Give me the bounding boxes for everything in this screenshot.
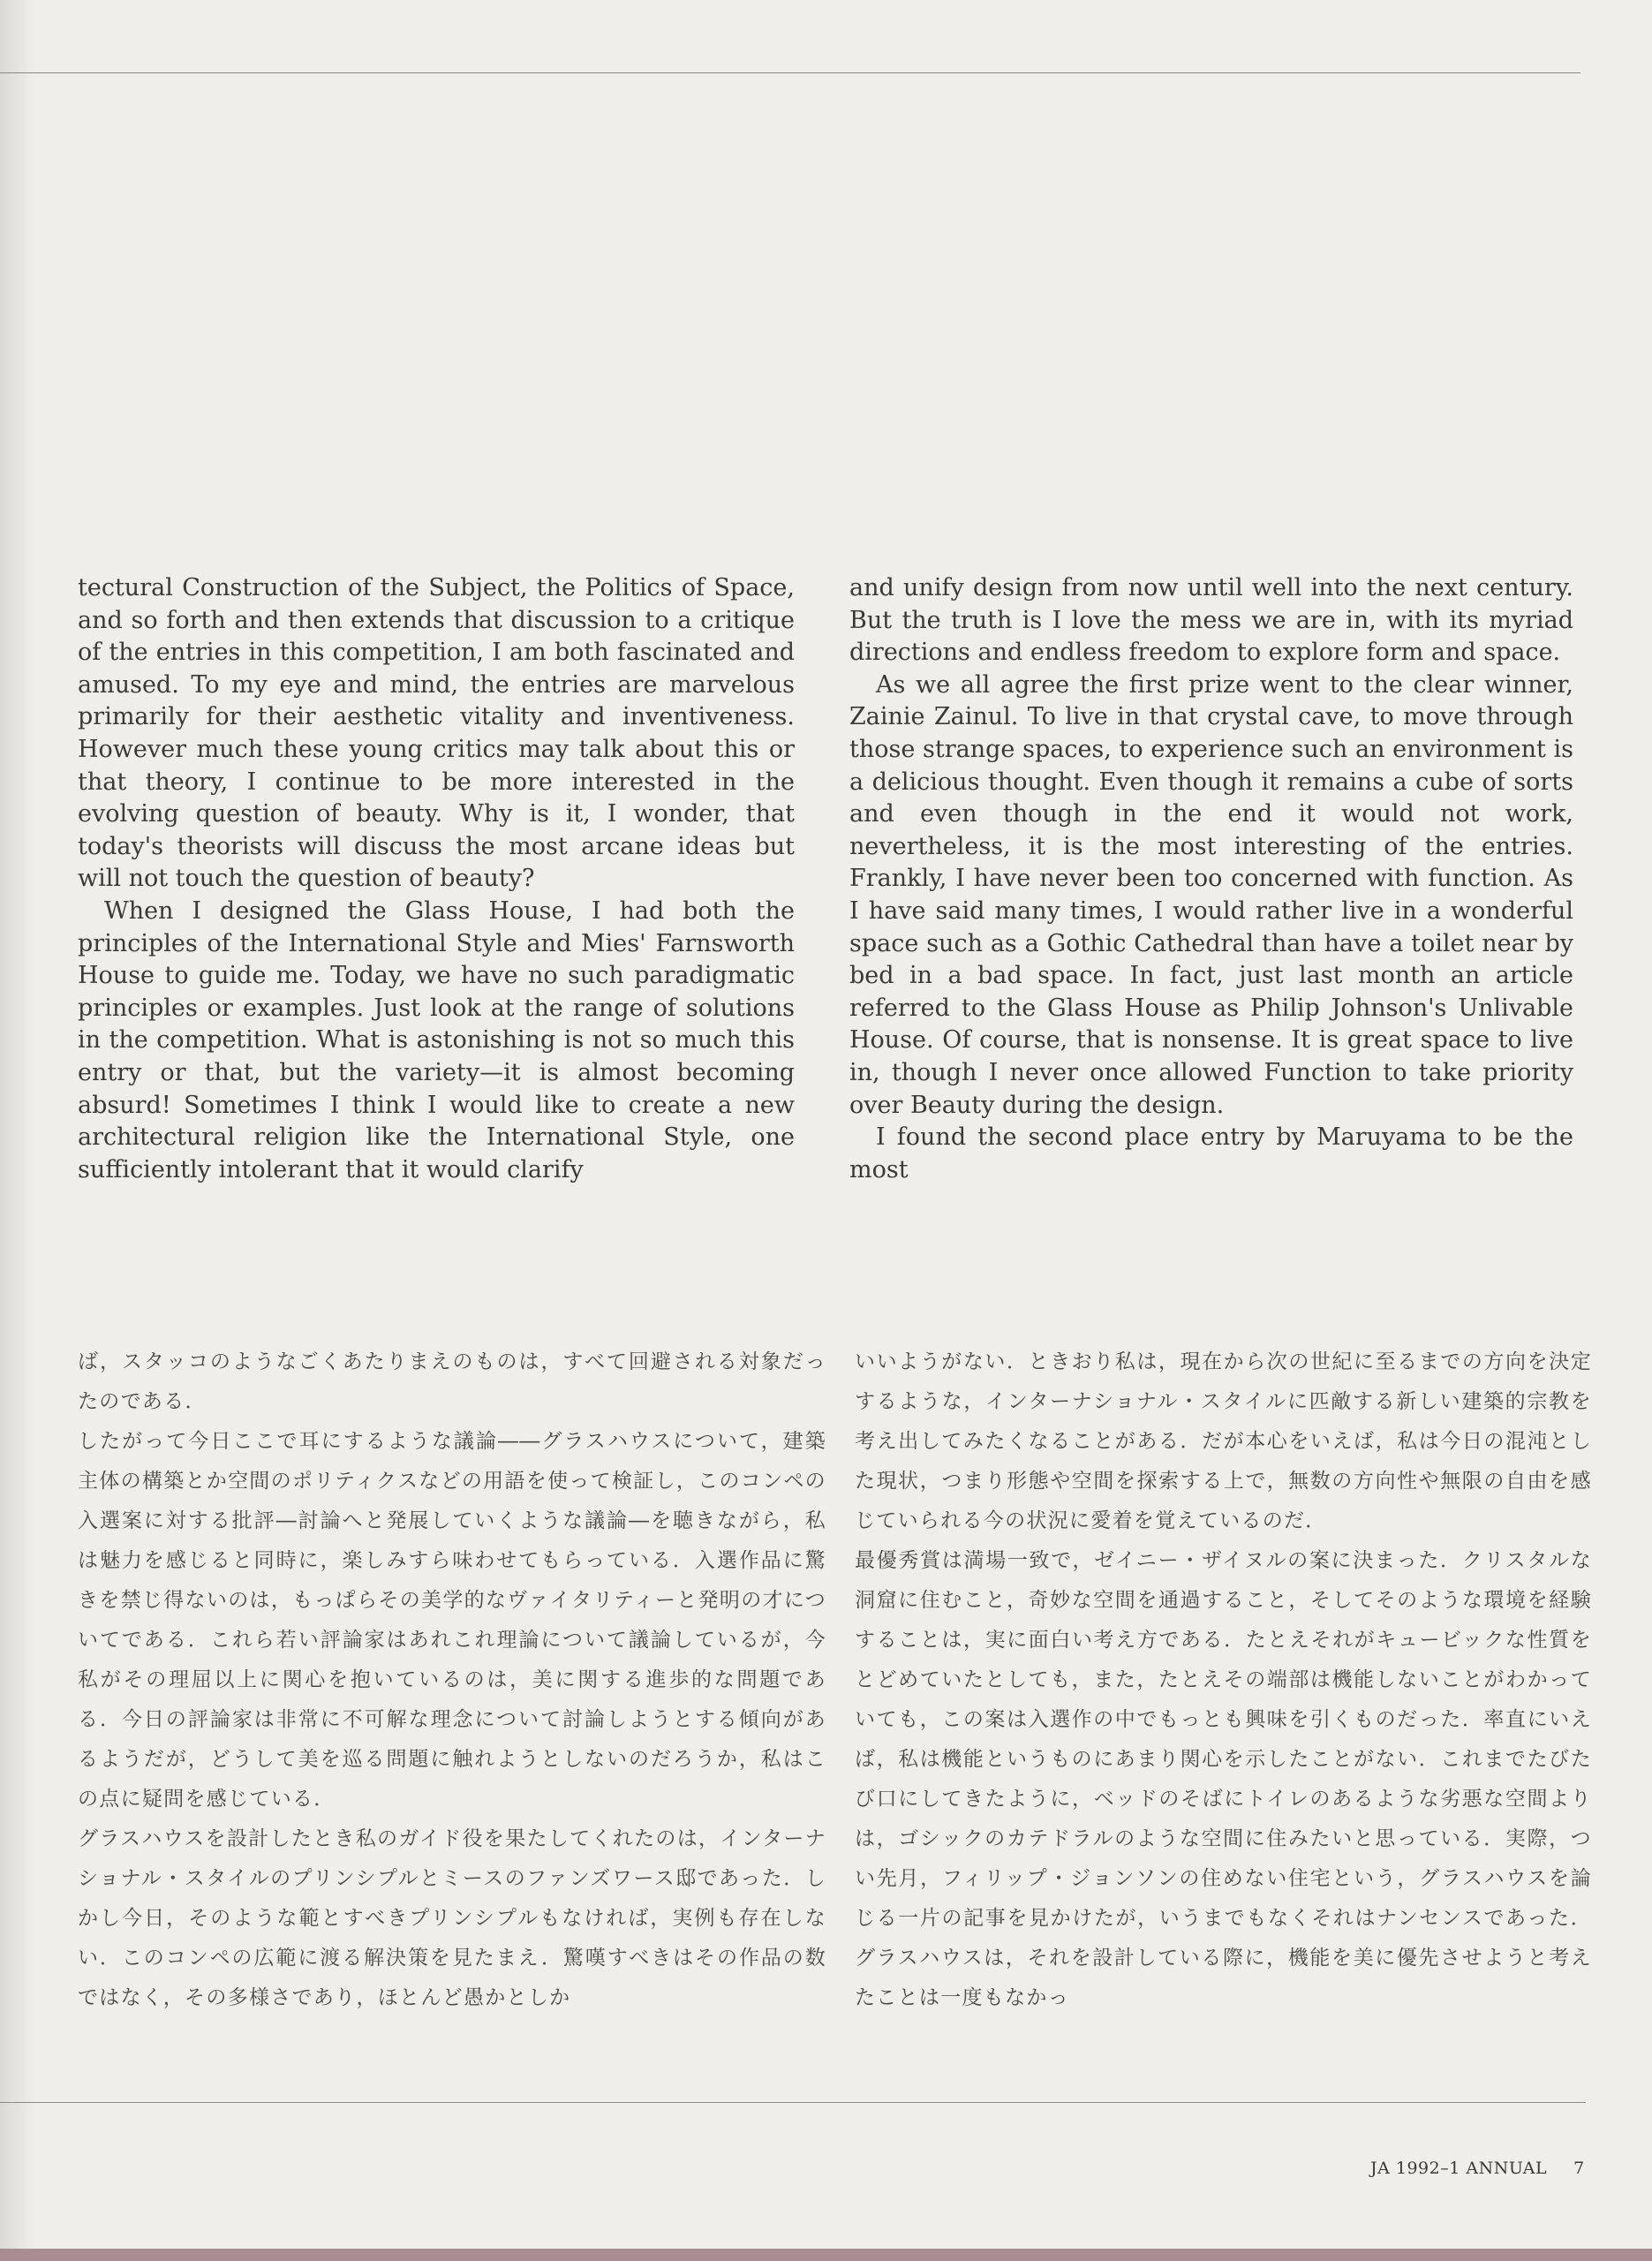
- japanese-paragraph: したがって今日ここで耳にするような議論――グラスハウスについて，建築主体の構築とか空間のポリティクスなどの用語を使って検証し，このコンペの入選案に対する批評―討論へと発展していくような議論―を聴きながら，私は魅力を感じると同時に，楽しみすら味わせてもらっている．入選作品に驚きを禁じ得ないのは，もっぱらその美学的なヴァイタリティーと発明の才についてである．これら若い評論家はあれこれ理論について議論しているが，今私がその理屈以上に関心を抱いているのは，美に関する進歩的な問題である．今日の評論家は非常に不可解な理念について討論しようとする傾向があるようだが，どうして美を巡る問題に触れようとしないのだろうか，私はこの点に疑問を感じている．: [78, 1430, 826, 1811]
- english-column-right: [849, 572, 1573, 1186]
- english-paragraph: tectural Construction of the Subject, the Politics of Space, and so forth and then extends that discussion to a critique of the entries in this competition, I am both fascinated and amused. To my eye and mind, the entries are marvelous primarily for their aesthetic vitality and inventiveness. However much these young critics may talk about this or that theory, I continue to be more interested in the evolving question of beauty. Why is it, I wonder, that today's theorists will discuss the most arcane ideas but will not touch the question of beauty?: [78, 574, 795, 893]
- english-paragraph: As we all agree the first prize went to the clear winner, Zainie Zainul. To live in that crystal cave, to move through those strange spaces, to experience such an environment is a delicious thought. Even though it remains a cube of sorts and even though in the end it would not work, nevertheless, it is the most interesting of the entries. Frankly, I have never been too concerned with function. As I have said many times, I would rather live in a wonderful space such as a Gothic Cathedral than have a toilet near by bed in a bad space. In fact, just last month an article referred to the Glass House as Philip Johnson's Unlivable House. Of course, that is nonsense. It is great space to live in, though I never once allowed Function to take priority over Beauty during the design.: [849, 670, 1573, 1119]
- page-number: 7: [1573, 2159, 1585, 2178]
- japanese-column-left: [78, 1342, 826, 2018]
- japanese-column-right: [855, 1342, 1592, 2018]
- english-paragraph: I found the second place entry by Maruyama to be the most: [849, 1123, 1573, 1183]
- bottom-rule: [0, 2102, 1586, 2103]
- publication-title: JA 1992–1 ANNUAL: [1370, 2159, 1548, 2178]
- english-column-left: [78, 572, 795, 1186]
- english-paragraph: When I designed the Glass House, I had both the principles of the International Style and Mies' Farnsworth House to guide me. Today, we have no such paradigmatic principles or examples. Just look at the range of solutions in the competition. What is astonishing is not so much this entry or that, but the variety—it is almost becoming absurd! Sometimes I think I would like to create a new architectural religion like the International Style, one sufficiently intolerant that it would clarify: [78, 896, 795, 1183]
- top-rule: [0, 72, 1580, 73]
- japanese-paragraph: ば，スタッコのようなごくあたりまえのものは，すべて回避される対象だったのである．: [78, 1350, 826, 1413]
- page-gutter-shadow: [0, 0, 35, 2261]
- japanese-paragraph: いいようがない．ときおり私は，現在から次の世紀に至るまでの方向を決定するような，インターナショナル・スタイルに匹敵する新しい建築的宗教を考え出してみたくなることがある．だが本心をいえば，私は今日の混沌とした現状，つまり形態や空間を探索する上で，無数の方向性や無限の自由を感じていられる今の状況に愛着を覚えているのだ．: [855, 1350, 1592, 1532]
- japanese-paragraph: グラスハウスを設計したとき私のガイド役を果たしてくれたのは，インターナショナル・スタイルのプリンシプルとミースのファンズワース邸であった．しかし今日，そのような範とすべきプリンシプルもなければ，実例も存在しない．このコンペの広範に渡る解決策を見たまえ．驚嘆すべきはその作品の数ではなく，その多様さであり，ほとんど愚かとしか: [78, 1827, 826, 2009]
- page-footer: [1370, 2159, 1585, 2178]
- page-bottom-edge: [0, 2249, 1652, 2261]
- japanese-paragraph: 最優秀賞は満場一致で，ゼイニー・ザイヌルの案に決まった．クリスタルな洞窟に住むこと，奇妙な空間を通過すること，そしてそのような環境を経験することは，実に面白い考え方である．たとえそれがキュービックな性質をとどめていたとしても，また，たとえその端部は機能しないことがわかっていても，この案は入選作の中でもっとも興味を引くものだった．率直にいえば，私は機能というものにあまり関心を示したことがない．これまでたびたび口にしてきたように，ベッドのそばにトイレのあるような劣悪な空間よりは，ゴシックのカテドラルのような空間に住みたいと思っている．実際，つい先月，フィリップ・ジョンソンの住めない住宅という，グラスハウスを論じる一片の記事を見かけたが，いうまでもなくそれはナンセンスであった．グラスハウスは，それを設計している際に，機能を美に優先させようと考えたことは一度もなかっ: [855, 1549, 1592, 2009]
- english-paragraph: and unify design from now until well into the next century. But the truth is I love the mess we are in, with its myriad directions and endless freedom to explore form and space.: [849, 574, 1573, 667]
